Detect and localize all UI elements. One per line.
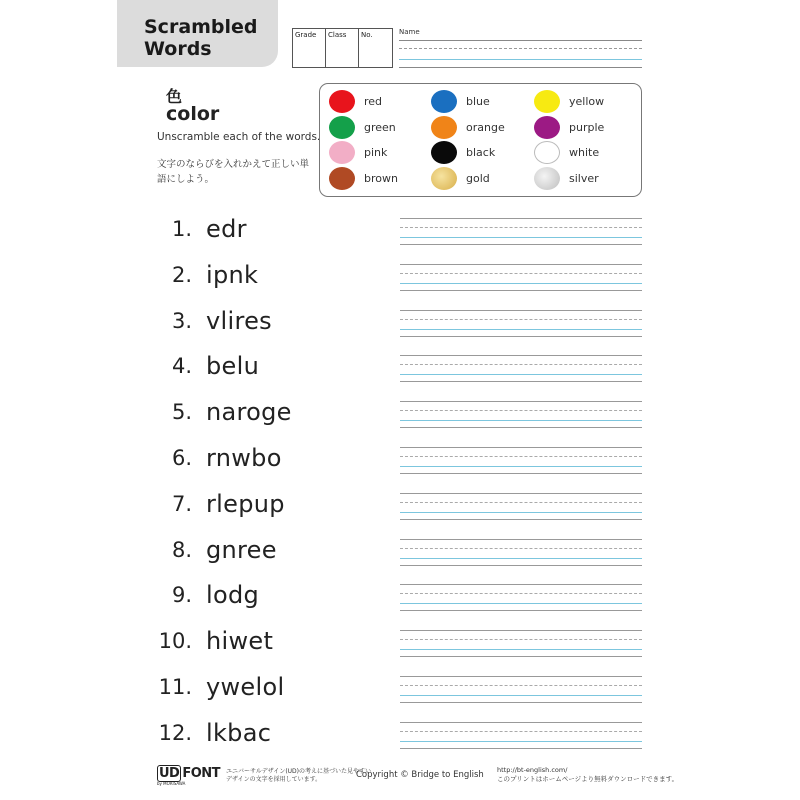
purple-swatch-icon	[534, 116, 560, 139]
ud-logo-ud: UD	[159, 766, 180, 781]
answer-line-blue	[400, 374, 642, 375]
scrambled-word: hiwet	[206, 627, 274, 656]
number-cell[interactable]: No.	[361, 31, 373, 39]
answer-line-bot	[400, 565, 642, 566]
question-item	[158, 535, 277, 565]
legend-item-orange	[431, 116, 505, 138]
question-number: 5.	[171, 400, 192, 425]
answer-line-bot	[400, 473, 642, 474]
answer-line-top	[400, 676, 642, 677]
legend-item-yellow	[534, 90, 604, 112]
site-url[interactable]: http://bt-english.com/	[497, 766, 568, 774]
instruction-english: Unscramble each of the words.	[157, 131, 321, 143]
answer-line-mid	[400, 639, 642, 640]
legend-item-pink	[329, 141, 387, 163]
question-number: 11.	[158, 675, 192, 699]
answer-line-blue	[400, 649, 642, 650]
answer-line-mid	[400, 410, 642, 411]
question-item	[158, 626, 273, 656]
title-line-2: Words	[144, 38, 212, 60]
answer-line-blue	[400, 283, 642, 284]
legend-item-gold	[431, 167, 490, 189]
question-number: 3.	[171, 308, 192, 333]
answer-writing-lines[interactable]	[400, 401, 642, 431]
legend-item-purple	[534, 116, 604, 138]
legend-label: pink	[364, 145, 388, 159]
answer-line-top	[400, 722, 642, 723]
question-item	[158, 718, 271, 748]
answer-writing-lines[interactable]	[400, 676, 642, 706]
answer-line-blue	[400, 512, 642, 513]
legend-item-silver	[534, 167, 599, 189]
question-item	[158, 214, 247, 244]
scrambled-word: vlires	[206, 306, 272, 335]
answer-line-mid	[400, 502, 642, 503]
question-item	[158, 306, 272, 336]
name-line-dashed	[399, 48, 642, 49]
site-info	[497, 766, 678, 784]
legend-label: gold	[466, 171, 490, 185]
scrambled-word: rnwbo	[206, 444, 282, 472]
answer-line-bot	[400, 748, 642, 749]
orange-swatch-icon	[431, 116, 457, 139]
yellow-swatch-icon	[534, 90, 560, 113]
name-line-top	[399, 40, 642, 41]
copyright-text: Copyright © Bridge to English	[356, 770, 484, 780]
answer-writing-lines[interactable]	[400, 630, 642, 660]
scrambled-word: gnree	[206, 535, 277, 564]
black-swatch-icon	[431, 141, 457, 164]
question-item	[158, 580, 259, 610]
answer-line-blue	[400, 466, 642, 467]
scrambled-word: ipnk	[206, 260, 259, 289]
question-item	[158, 672, 284, 702]
answer-writing-lines[interactable]	[400, 355, 642, 385]
answer-line-blue	[400, 741, 642, 742]
answer-line-bot	[400, 610, 642, 611]
ud-font-description: ユニバーサルデザイン(UD)の考えに基づいた見やすいデザインの文字を採用しています。	[226, 768, 372, 783]
answer-line-blue	[400, 695, 642, 696]
scrambled-word: lkbac	[206, 718, 272, 747]
answer-line-mid	[400, 685, 642, 686]
question-item	[158, 489, 285, 519]
name-line-bottom	[399, 67, 642, 68]
legend-label: silver	[569, 171, 599, 185]
answer-writing-lines[interactable]	[400, 493, 642, 523]
legend-label: black	[466, 145, 496, 159]
name-label: Name	[399, 28, 420, 36]
legend-item-white	[534, 141, 599, 163]
answer-line-top	[400, 264, 642, 265]
name-field[interactable]	[399, 28, 642, 68]
answer-line-top	[400, 447, 642, 448]
scrambled-word: naroge	[206, 398, 292, 427]
answer-line-mid	[400, 548, 642, 549]
ud-font-logo	[157, 766, 376, 786]
answer-line-bot	[400, 702, 642, 703]
legend-label: brown	[364, 171, 398, 185]
legend-item-green	[329, 116, 396, 138]
question-item	[158, 260, 258, 290]
answer-line-bot	[400, 656, 642, 657]
topic-kanji: 色	[166, 87, 183, 106]
answer-writing-lines[interactable]	[400, 218, 642, 248]
brown-swatch-icon	[329, 167, 355, 190]
question-item	[158, 443, 282, 473]
pink-swatch-icon	[329, 141, 355, 164]
green-swatch-icon	[329, 116, 355, 139]
question-number: 6.	[171, 446, 192, 470]
worksheet-title	[117, 0, 278, 67]
answer-line-mid	[400, 364, 642, 365]
site-note: このプリントはホームページより無料ダウンロードできます。	[497, 775, 679, 783]
legend-label: red	[364, 94, 383, 108]
question-item	[158, 397, 292, 427]
legend-item-black	[431, 141, 495, 163]
scrambled-word: lodg	[206, 581, 260, 610]
legend-label: yellow	[569, 94, 605, 108]
answer-line-top	[400, 310, 642, 311]
topic-word: color	[166, 103, 220, 125]
scrambled-word: edr	[206, 215, 247, 243]
blue-swatch-icon	[431, 90, 457, 113]
question-number: 2.	[171, 262, 192, 287]
answer-line-bot	[400, 381, 642, 382]
answer-line-bot	[400, 244, 642, 245]
answer-line-mid	[400, 731, 642, 732]
answer-line-top	[400, 584, 642, 585]
question-number: 7.	[171, 491, 192, 516]
answer-line-bot	[400, 519, 642, 520]
question-number: 9.	[171, 583, 192, 608]
legend-label: orange	[466, 120, 505, 134]
student-info-table	[292, 28, 393, 68]
answer-writing-lines[interactable]	[400, 310, 642, 340]
legend-item-brown	[329, 167, 398, 189]
gold-swatch-icon	[431, 167, 457, 190]
red-swatch-icon	[329, 90, 355, 113]
answer-line-top	[400, 539, 642, 540]
white-swatch-icon	[534, 141, 560, 164]
answer-writing-lines[interactable]	[400, 584, 642, 614]
name-line-base	[399, 59, 642, 60]
legend-label: white	[569, 145, 600, 159]
legend-label: green	[364, 120, 396, 134]
answer-line-blue	[400, 603, 642, 604]
ud-logo-mark	[157, 766, 220, 786]
scrambled-word: rlepup	[206, 489, 285, 518]
silver-swatch-icon	[534, 167, 560, 190]
answer-line-top	[400, 355, 642, 356]
answer-writing-lines[interactable]	[400, 264, 642, 294]
answer-line-top	[400, 218, 642, 219]
title-line-1: Scrambled	[144, 16, 258, 38]
question-number: 8.	[171, 537, 192, 562]
answer-writing-lines[interactable]	[400, 447, 642, 477]
answer-line-top	[400, 493, 642, 494]
instruction-japanese: 文字のならびを入れかえて正しい単語にしよう。	[157, 159, 310, 185]
legend-label: purple	[569, 120, 605, 134]
question-number: 1.	[171, 217, 192, 241]
answer-line-mid	[400, 227, 642, 228]
answer-writing-lines[interactable]	[400, 722, 642, 752]
answer-line-bot	[400, 290, 642, 291]
ud-logo-font: FONT	[182, 766, 221, 781]
answer-line-mid	[400, 319, 642, 320]
ud-logo-sub: by MORISAWA	[157, 781, 186, 786]
legend-item-blue	[431, 90, 490, 112]
answer-line-mid	[400, 593, 642, 594]
answer-line-mid	[400, 456, 642, 457]
answer-line-top	[400, 401, 642, 402]
legend-label: blue	[466, 94, 490, 108]
grade-cell[interactable]: Grade	[293, 29, 326, 67]
answer-line-blue	[400, 558, 642, 559]
answer-line-bot	[400, 336, 642, 337]
question-number: 10.	[158, 629, 192, 654]
scrambled-word: ywelol	[206, 673, 285, 701]
question-number: 12.	[158, 720, 192, 745]
scrambled-word: belu	[206, 352, 260, 381]
color-legend	[319, 83, 642, 197]
class-cell[interactable]: Class	[326, 29, 359, 67]
question-item	[158, 351, 259, 381]
answer-line-mid	[400, 273, 642, 274]
answer-line-blue	[400, 237, 642, 238]
answer-line-blue	[400, 329, 642, 330]
answer-line-blue	[400, 420, 642, 421]
answer-writing-lines[interactable]	[400, 539, 642, 569]
answer-line-top	[400, 630, 642, 631]
answer-line-bot	[400, 427, 642, 428]
legend-item-red	[329, 90, 382, 112]
question-number: 4.	[171, 354, 192, 379]
